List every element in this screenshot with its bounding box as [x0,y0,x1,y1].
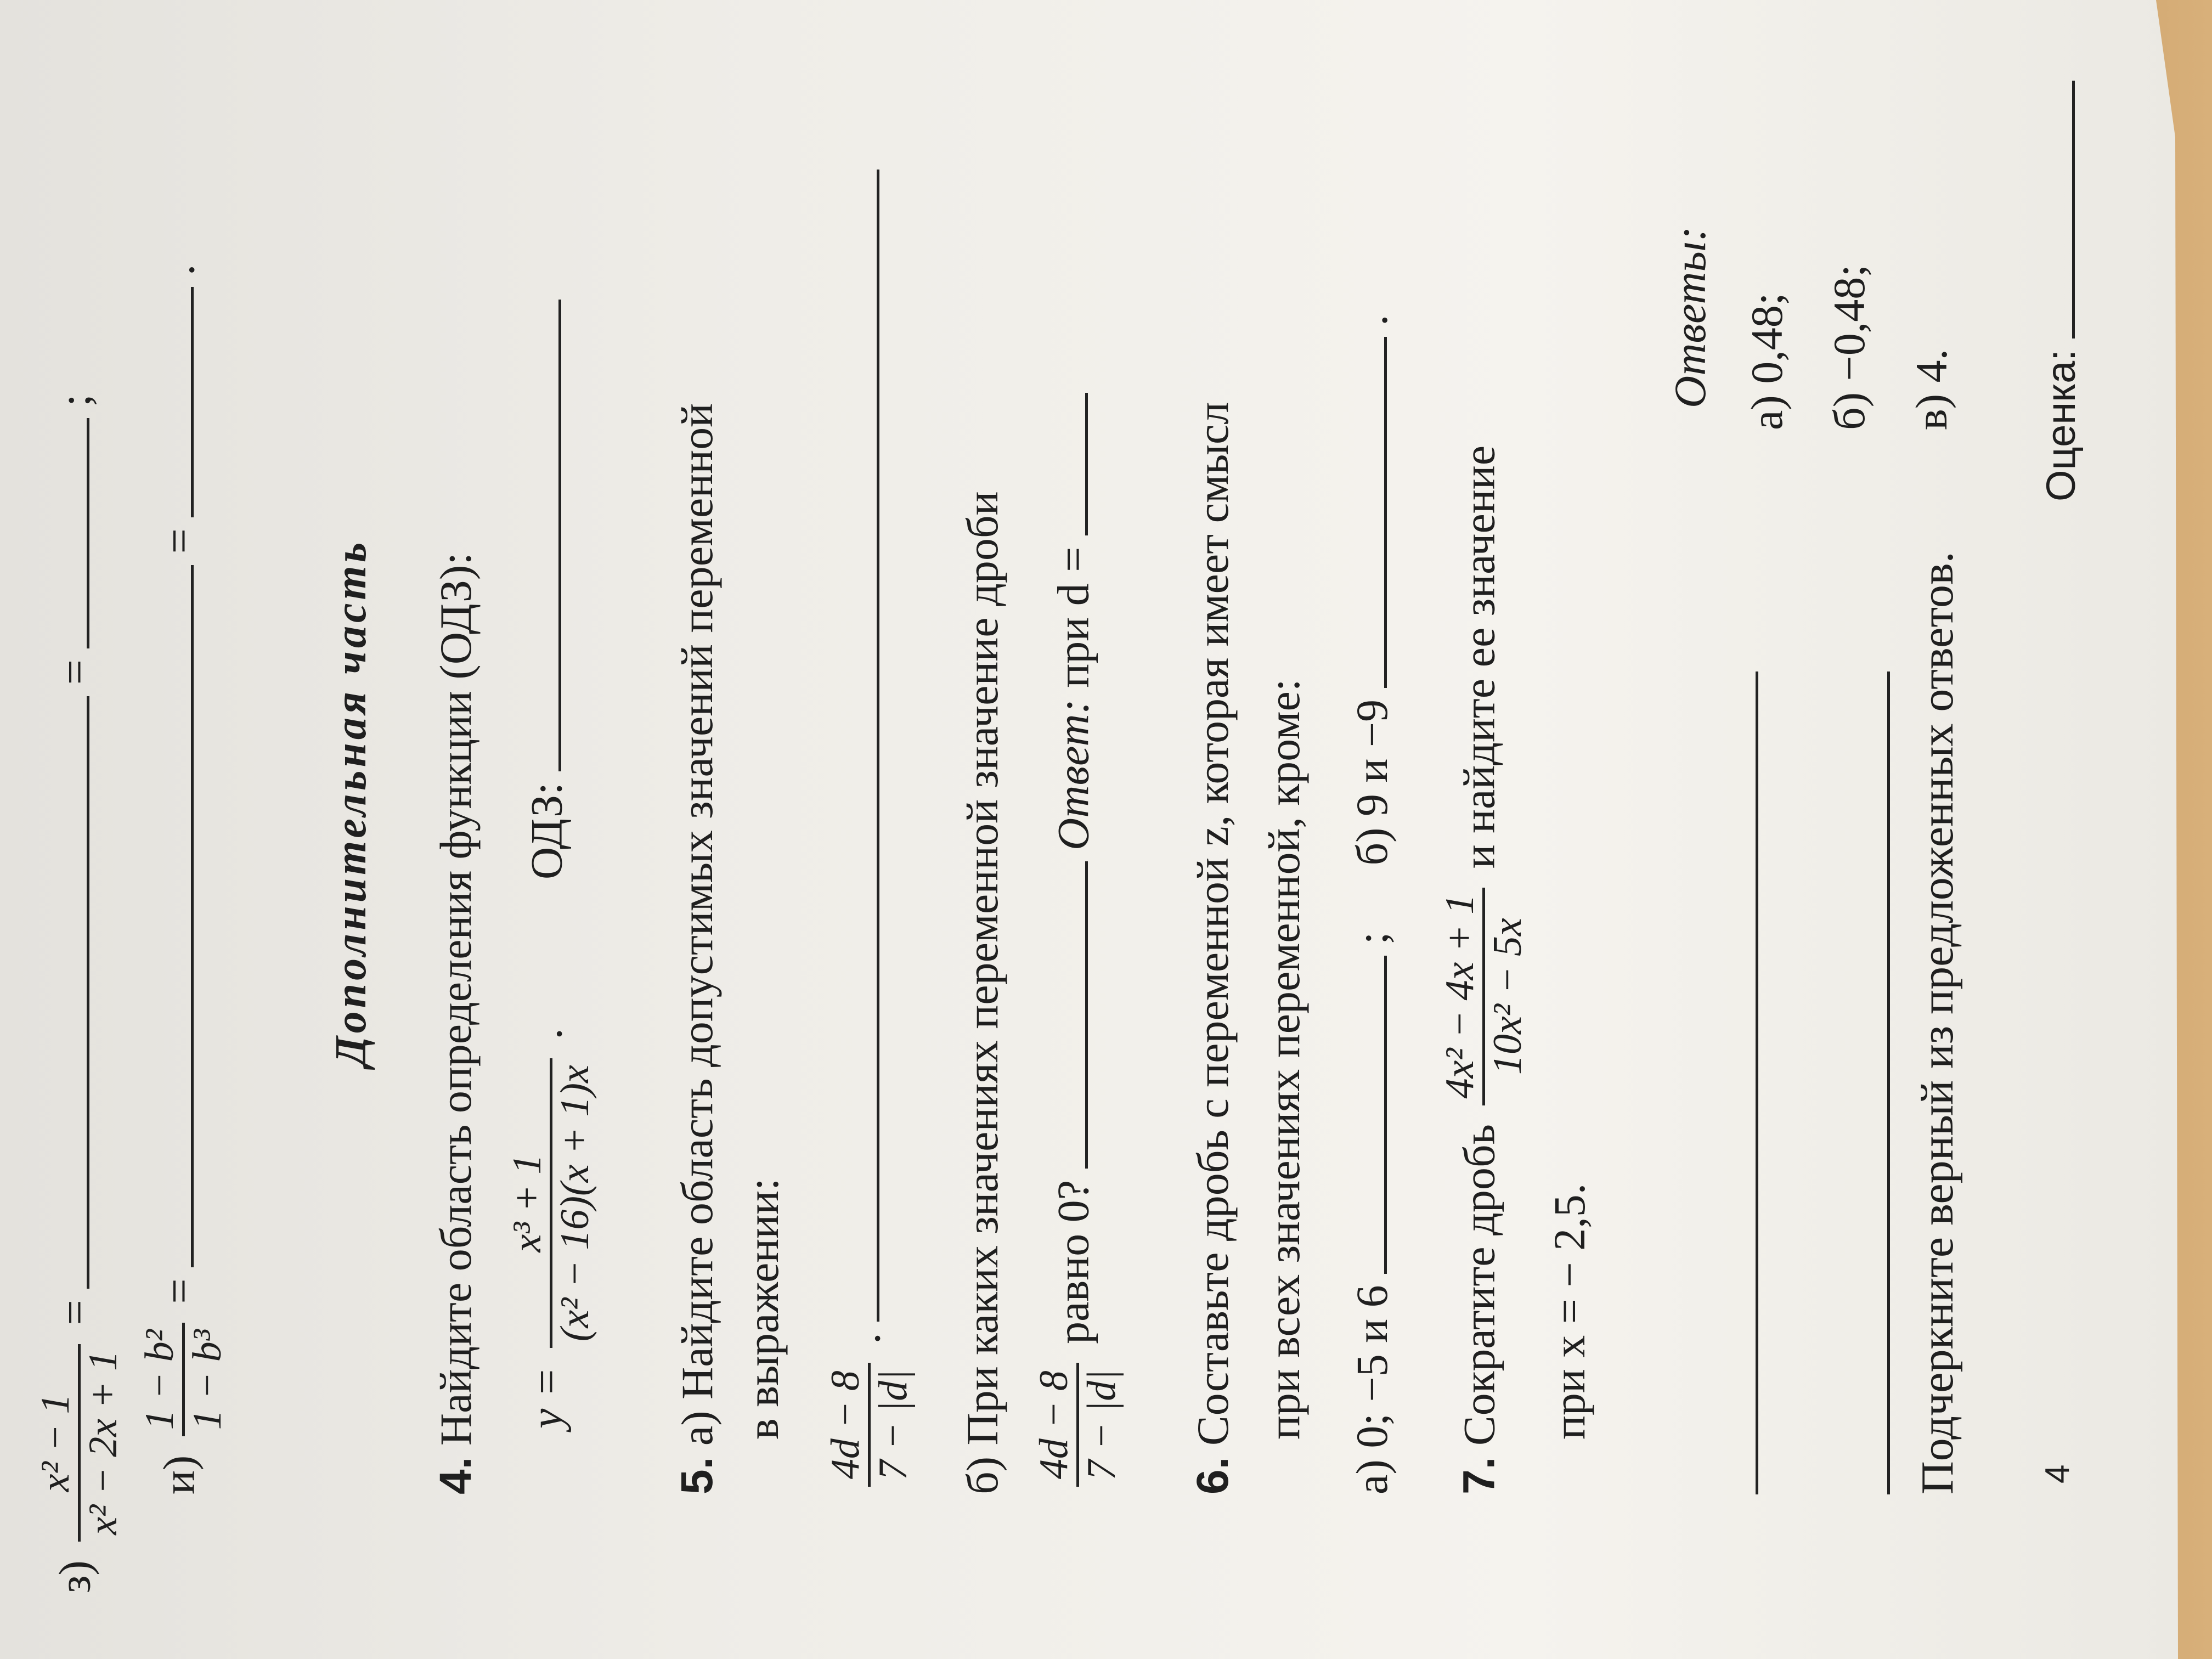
task7-answer-line-2[interactable] [1887,672,1890,1494]
item-z-blank-2[interactable] [86,418,89,648]
task5a-line2: в выражении: [738,1178,788,1440]
answer-option-c[interactable]: в) 4. [1906,348,1956,430]
page-number: 4 [2039,1464,2076,1483]
answer-option-a[interactable]: а) 0,48; [1742,292,1792,430]
grade-field: Оценка: [2041,81,2081,501]
answers-title: Ответы: [1665,226,1715,408]
item-i-fraction: 1 − b² 1 − b³ [137,1323,230,1436]
task5b-answer-blank-2[interactable] [1085,393,1088,535]
task7-fraction: 4x² − 4x + 1 10x² − 5x [1437,888,1530,1105]
task6b-answer-blank[interactable] [1384,337,1387,688]
task5a-fraction: 4d − 8 7 − |d| [823,1363,916,1487]
section-heading: Дополнительная часть [327,539,375,1066]
task4-fraction: x³ + 1 (x² − 16)(x + 1)x [505,1058,597,1348]
answer-option-b[interactable]: б) −0,48; [1824,264,1874,430]
task5a-line1: 5. а) Найдите область допустимых значений переменной [672,403,722,1494]
task5a-expression: 4d − 8 7 − |d| . [823,170,916,1494]
task7-answer-line-1[interactable] [1756,672,1758,1494]
task5a-answer-blank[interactable] [876,170,879,1322]
task5b-line1: б) При каких значениях переменной значение дроби [957,491,1007,1494]
task4-text: 4. Найдите область определения функции (ОДЗ): [431,552,481,1494]
task7-line2: при x = − 2,5. [1544,1183,1594,1440]
item-z-blank-1[interactable] [86,696,89,1289]
task5b-answer-blank-1[interactable] [1085,861,1088,1169]
item-z-fraction: x² − 1 x² − 2x + 1 [33,1344,126,1542]
item-i-blank-1[interactable] [190,565,194,1267]
task6-options: а) 0; −5 и 6 ; б) 9 и −9 . [1347,314,1397,1494]
underline-instruction: Подчеркните верный из предложенных ответов. [1912,551,1963,1494]
item-i-blank-2[interactable] [190,287,194,517]
item-z: з) x² − 1 x² − 2x + 1 = = ; [33,394,126,1593]
task4-formula: y = x³ + 1 (x² − 16)(x + 1)x . ОДЗ: [505,300,597,1429]
task7-line1: 7. Сократите дробь 4x² − 4x + 1 10x² − 5x и найдите ее значение [1437,445,1530,1494]
odz-answer-blank[interactable] [558,300,561,771]
task5b-line2: 4d − 8 7 − |d| равно 0? Ответ: при d = [1031,393,1124,1494]
task6-line2: при всех значениях переменной, кроме: [1259,679,1309,1440]
item-i: и) 1 − b² 1 − b³ = = . [137,264,230,1494]
task6a-answer-blank[interactable] [1384,956,1387,1274]
task5b-fraction: 4d − 8 7 − |d| [1031,1363,1124,1487]
grade-blank[interactable] [2072,81,2075,338]
task6-line1: 6. Составьте дробь с переменной z, которая имеет смысл [1188,402,1238,1494]
